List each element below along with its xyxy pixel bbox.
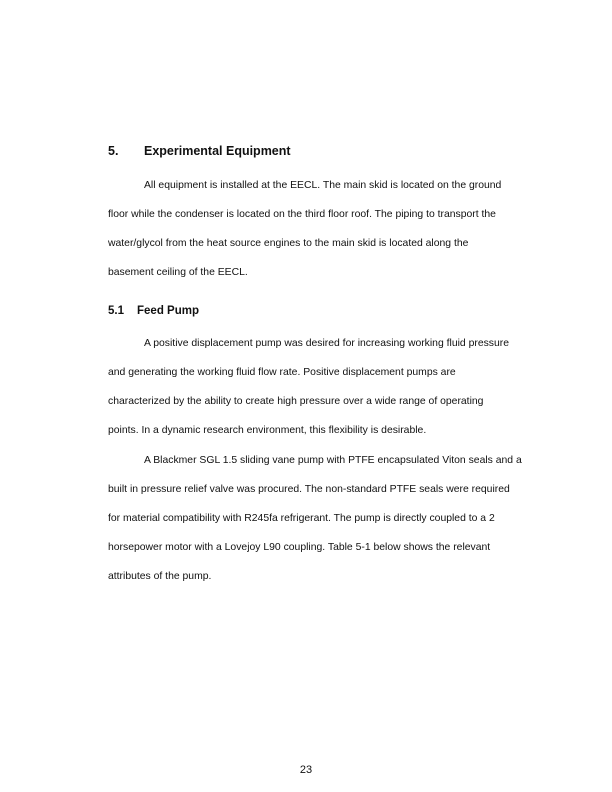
paragraph-3-line-1: A Blackmer SGL 1.5 sliding vane pump with PTFE encapsulated Viton seals and a [144,455,522,466]
paragraph-2-line-1: A positive displacement pump was desired for increasing working fluid pressure [144,338,510,349]
paragraph-1-line-2: floor while the condenser is located on the third floor roof. The piping to transport the [108,209,496,220]
subsection-heading [108,305,199,317]
section-title: Experimental Equipment [144,144,291,158]
paragraph-3-line-3: for material compatibility with R245fa refrigerant. The pump is directly coupled to a 2 [108,513,495,524]
paragraph-3-line-2: built in pressure relief valve was procured. The non-standard PTFE seals were required [108,484,510,495]
paragraph-3-line-5: attributes of the pump. [108,571,212,582]
section-number: 5. [108,144,119,158]
paragraph-1-line-3: water/glycol from the heat source engines to the main skid is located along the [108,238,469,249]
paragraph-1-line-4: basement ceiling of the EECL. [108,267,248,278]
paragraph-2-line-2: and generating the working fluid flow rate. Positive displacement pumps are [108,367,456,378]
paragraph-1-line-1: All equipment is installed at the EECL. The main skid is located on the ground [144,180,502,191]
paragraph-2-line-4: points. In a dynamic research environment, this flexibility is desirable. [108,425,427,436]
paragraph-2-line-3: characterized by the ability to create high pressure over a wide range of operating [108,396,484,407]
page-number: 23 [299,764,313,776]
subsection-number: 5.1 [108,305,124,317]
paragraph-3-line-4: horsepower motor with a Lovejoy L90 coupling. Table 5-1 below shows the relevant [108,542,491,553]
subsection-title: Feed Pump [137,305,199,317]
section-heading [108,144,291,158]
